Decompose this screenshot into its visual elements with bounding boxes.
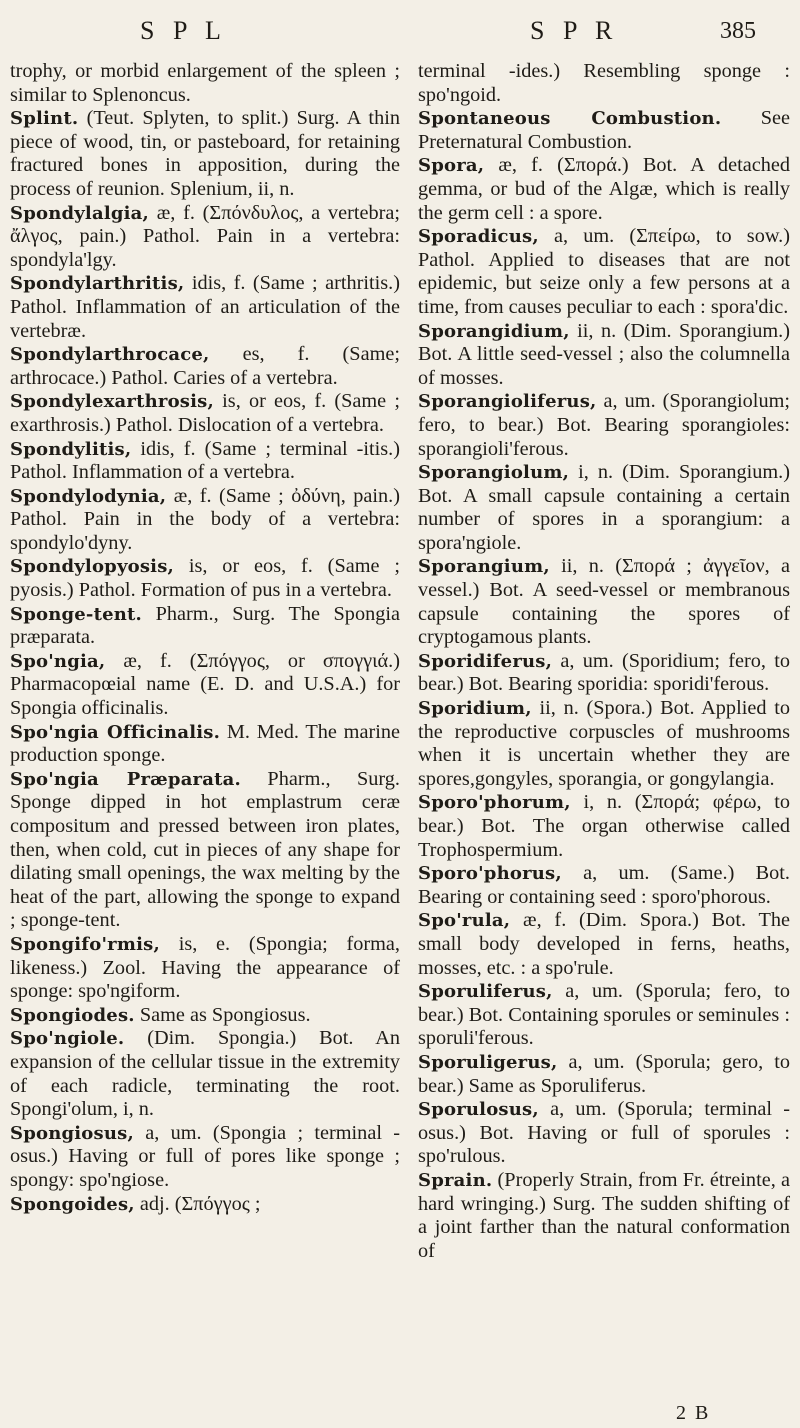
entry-headword: Sporidiferus, bbox=[418, 650, 553, 672]
entry-text: ii, n. (Σπορά ; ἀγγεῖον, a vessel.) Bot. A seed-vessel or membranous capsule containing the spores of cryptogamous plants. bbox=[418, 555, 790, 649]
entry-text: æ, f. (Σπορά.) Bot. A detached gemma, or bud of the Algæ, which is really the germ cell : a spore. bbox=[418, 154, 790, 224]
dictionary-entry bbox=[418, 225, 790, 319]
entry-headword: Spondylopyosis, bbox=[10, 556, 174, 578]
entry-headword: Sporidium, bbox=[418, 698, 532, 720]
dictionary-entry bbox=[10, 390, 400, 437]
entry-headword: Spo'ngia Præparata. bbox=[10, 768, 241, 790]
dictionary-entry bbox=[418, 1169, 790, 1263]
entry-headword: Sporangiolum, bbox=[418, 462, 570, 484]
entry-text: a, um. (Sporula; gero, to bear.) Same as Sporuliferus. bbox=[418, 1050, 790, 1097]
dictionary-entry bbox=[10, 107, 400, 201]
entry-text: æ, f. (Dim. Spora.) Bot. The small body developed in ferns, heaths, mosses, etc. : a spo'rule. bbox=[418, 909, 790, 979]
dictionary-entry bbox=[418, 1098, 790, 1169]
dictionary-entry bbox=[10, 60, 400, 107]
entry-headword: Spo'ngiole. bbox=[10, 1028, 125, 1050]
dictionary-entry bbox=[418, 791, 790, 862]
entry-headword: Spongoides, bbox=[10, 1193, 135, 1215]
dictionary-entry bbox=[418, 107, 790, 154]
dictionary-entry bbox=[10, 485, 400, 556]
entry-headword: Splint. bbox=[10, 108, 79, 130]
entry-text: idis, f. (Same ; arthritis.) Pathol. Inflammation of an articulation of the vertebræ. bbox=[10, 272, 400, 342]
entry-headword: Spongiodes. bbox=[10, 1004, 135, 1026]
entry-text: Pharm., Surg. The Spongia præparata. bbox=[10, 602, 400, 649]
entry-text: is, or eos, f. (Same ; pyosis.) Pathol. Formation of pus in a vertebra. bbox=[10, 555, 400, 602]
dictionary-entry bbox=[10, 272, 400, 343]
entry-headword: Spongiosus, bbox=[10, 1122, 134, 1144]
dictionary-entry bbox=[418, 154, 790, 225]
entry-text: a, um. (Sporangiolum; fero, to bear.) Bot. Bearing sporangioles: sporangioli'ferous. bbox=[418, 390, 790, 460]
dictionary-entry bbox=[10, 768, 400, 933]
entry-headword: Spondylodynia, bbox=[10, 485, 167, 507]
entry-headword: Spongifo'rmis, bbox=[10, 933, 160, 955]
entry-headword: Spondylexarthrosis, bbox=[10, 391, 214, 413]
entry-text: terminal -ides.) Resembling sponge : spo'ngoid. bbox=[418, 60, 790, 106]
entry-text: M. Med. The marine production sponge. bbox=[10, 720, 400, 767]
entry-text: (Teut. Splyten, to split.) Surg. A thin piece of wood, tin, or pasteboard, for retaining fractured bones in apposition, during the process of reunion. Splenium, ii, n. bbox=[10, 107, 400, 200]
entry-headword: Sporo'phorus, bbox=[418, 863, 562, 885]
entry-headword: Sporulosus, bbox=[418, 1099, 539, 1121]
entry-headword: Spondylarthritis, bbox=[10, 273, 185, 295]
entry-text: See Preternatural Combustion. bbox=[418, 107, 790, 153]
dictionary-entry bbox=[10, 1193, 400, 1217]
dictionary-entry bbox=[10, 603, 400, 650]
running-head-right: S P R bbox=[530, 16, 619, 45]
entry-text: adj. (Σπόγγος ; bbox=[139, 1192, 261, 1215]
entry-headword: Spo'ngia, bbox=[10, 650, 106, 672]
entry-text: i, n. (Dim. Sporangium.) Bot. A small capsule containing a certain number of spores in a sporangium: a spora'ngiole. bbox=[418, 461, 790, 554]
dictionary-entry bbox=[418, 697, 790, 791]
page-header bbox=[0, 0, 800, 60]
dictionary-entry bbox=[10, 650, 400, 721]
entry-headword: Sporuligerus, bbox=[418, 1051, 558, 1073]
entry-text: ii, n. (Dim. Sporangium.) Bot. A little seed-vessel ; also the columnella of mosses. bbox=[418, 319, 790, 389]
entry-headword: Sponge-tent. bbox=[10, 603, 143, 625]
dictionary-entry bbox=[418, 390, 790, 461]
entry-text: es, f. (Same; arthrocace.) Pathol. Caries of a vertebra. bbox=[10, 343, 400, 389]
entry-headword: Sporadicus, bbox=[418, 226, 539, 248]
entry-headword: Spo'rula, bbox=[418, 910, 511, 932]
entry-text: idis, f. (Same ; terminal -itis.) Pathol. Inflammation of a vertebra. bbox=[10, 437, 400, 484]
running-head-left: S P L bbox=[140, 16, 227, 45]
entry-headword: Spontaneous Combustion. bbox=[418, 108, 722, 130]
dictionary-entry bbox=[418, 555, 790, 649]
entry-text: a, um. (Sporidium; fero, to bear.) Bot. Bearing sporidia: sporidi'ferous. bbox=[418, 649, 790, 696]
entry-headword: Sporangium, bbox=[418, 556, 550, 578]
dictionary-entry bbox=[418, 320, 790, 391]
entry-text: ii, n. (Spora.) Bot. Applied to the reproductive corpuscles of mushrooms when it is uncertain whether they are spores,gongyles, sporangia, or gongylangia. bbox=[418, 697, 790, 790]
entry-text: æ, f. (Σπόνδυλος, a vertebra; ἄλγος, pain.) Pathol. Pain in a vertebra: spondyla'lgy. bbox=[10, 201, 400, 271]
dictionary-entry bbox=[10, 721, 400, 768]
dictionary-entry bbox=[418, 461, 790, 555]
dictionary-entry bbox=[10, 1027, 400, 1121]
entry-text: Pharm., Surg. Sponge dipped in hot emplastrum ceræ compositum and pressed between iron plates, then, when cold, cut in pieces of any shape for dilating small openings, the wax melting by the heat of the part, allowing the sponge to expand ; sponge-tent. bbox=[10, 767, 400, 932]
dictionary-entry bbox=[10, 438, 400, 485]
entry-text: a, um. (Same.) Bot. Bearing or containing seed : sporo'phorous. bbox=[418, 862, 791, 908]
page-number: 385 bbox=[720, 18, 756, 44]
dictionary-entry bbox=[418, 650, 790, 697]
entry-headword: Spo'ngia Officinalis. bbox=[10, 721, 221, 743]
dictionary-entry bbox=[418, 980, 790, 1051]
signature-mark: 2 B bbox=[676, 1402, 711, 1424]
entry-text: æ, f. (Same ; ὀδύνη, pain.) Pathol. Pain in the body of a vertebra: spondylo'dyny. bbox=[10, 484, 400, 554]
entry-headword: Sporangidium, bbox=[418, 320, 570, 342]
entry-headword: Spondylalgia, bbox=[10, 202, 150, 224]
entry-text: Same as Spongiosus. bbox=[139, 1003, 311, 1026]
dictionary-entry bbox=[418, 60, 790, 107]
dictionary-entry bbox=[418, 1051, 790, 1098]
entry-text: æ, f. (Σπόγγος, or σπογγιά.) Pharmacopœial name (E. D. and U.S.A.) for Spongia officinalis. bbox=[10, 649, 400, 720]
dictionary-entry bbox=[10, 343, 400, 390]
dictionary-entry bbox=[10, 1004, 400, 1028]
entry-headword: Sporuliferus, bbox=[418, 981, 553, 1003]
dictionary-entry bbox=[10, 933, 400, 1004]
dictionary-entry bbox=[10, 1122, 400, 1193]
entry-text: is, or eos, f. (Same ; exarthrosis.) Pathol. Dislocation of a vertebra. bbox=[10, 390, 400, 436]
entry-text: a, um. (Σπείρω, to sow.) Pathol. Applied to diseases that are not epidemic, but seize only a few persons at a time, from causes peculiar to each : spora'dic. bbox=[418, 225, 790, 318]
entry-headword: Sporo'phorum, bbox=[418, 792, 571, 814]
entry-headword: Spondylarthrocace, bbox=[10, 344, 210, 366]
dictionary-entry bbox=[418, 862, 790, 909]
entry-text: a, um. (Spongia ; terminal -osus.) Having or full of pores like sponge ; spongy: spo'ngiose. bbox=[10, 1121, 401, 1191]
dictionary-entry bbox=[418, 909, 790, 980]
entry-text: (Dim. Spongia.) Bot. An expansion of the cellular tissue in the extremity of each radicle, terminating the root. Spongi'olum, i, n. bbox=[10, 1027, 401, 1121]
entry-text: is, e. (Spongia; forma, likeness.) Zool. Having the appearance of sponge: spo'ngiform. bbox=[10, 932, 400, 1003]
entry-text: a, um. (Sporula; terminal -osus.) Bot. Having or full of sporules : spo'rulous. bbox=[418, 1098, 790, 1168]
entry-headword: Sporangioliferus, bbox=[418, 391, 597, 413]
dictionary-entry bbox=[10, 202, 400, 273]
entry-text: a, um. (Sporula; fero, to bear.) Bot. Containing sporules or seminules : sporuli'ferous. bbox=[418, 980, 790, 1050]
right-column bbox=[418, 60, 790, 1263]
entry-text: trophy, or morbid enlargement of the spleen ; similar to Splenoncus. bbox=[10, 60, 400, 106]
left-column bbox=[10, 60, 400, 1216]
entry-headword: Spora, bbox=[418, 155, 485, 177]
dictionary-entry bbox=[10, 555, 400, 602]
entry-headword: Sprain. bbox=[418, 1169, 493, 1191]
entry-text: (Properly Strain, from Fr. étreinte, a hard wringing.) Surg. The sudden shifting of a joint farther than the natural conformation of bbox=[418, 1168, 790, 1262]
entry-text: i, n. (Σπορά; φέρω, to bear.) Bot. The organ otherwise called Trophospermium. bbox=[418, 791, 790, 861]
entry-headword: Spondylitis, bbox=[10, 438, 132, 460]
